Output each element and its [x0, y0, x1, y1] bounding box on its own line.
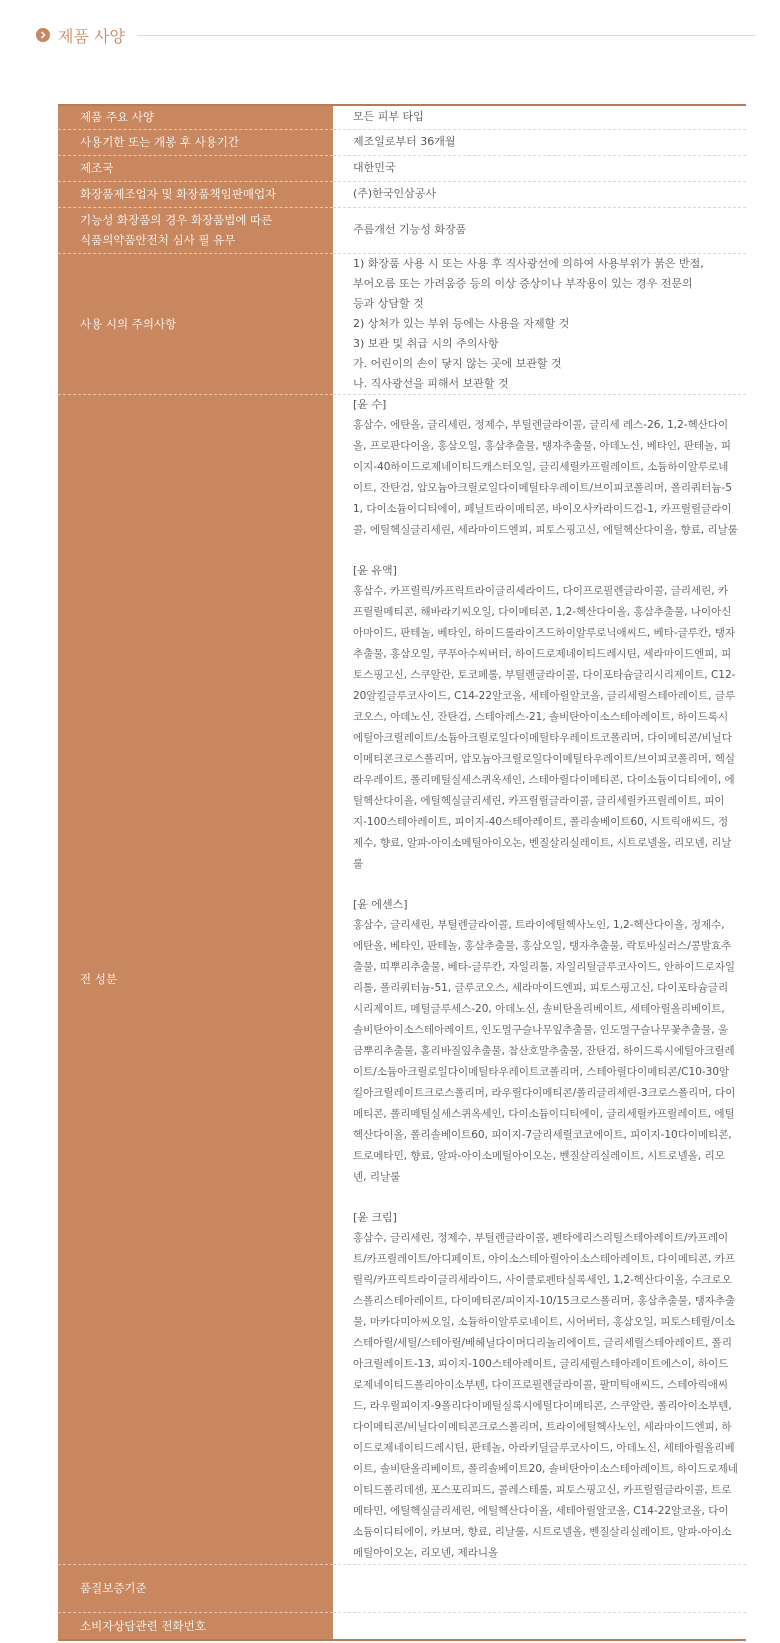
ingredient-text: 홍삼수, 에탄올, 글리세린, 정제수, 부틸렌글라이콜, 글리세 레스-26, 1,2-헥산다이올, 프로판다이올, 홍삼오일, 홍삼추출물, 탱자추출물, 아데노신, 베타인, 판테놀, 피이지-40하이드로제네이티드캐스터오일, 글리세릴카프릴레이트, 소듐하이알루로네이트, 잔탄검, 암모늄아크릴로일다이메틸타우레이트/브이피코폴리머, 폴리쿼터늄-51, 다이소듐이디티에이, 페닐트라이메티콘, 바이오사카라이드검-1, 카프릴릴글라이콜, 에틸헥실글리세린, 세라마이드엔피, 피토스핑고신, 에틸헥산다이올, 향료, 리날룰 [353, 418, 738, 536]
row-value-functional: 주름개선 기능성 화장품 [333, 207, 746, 253]
table-row [58, 181, 746, 207]
ingredient-name: [윤 수] [353, 397, 387, 411]
row-value-type: 모든 피부 타입 [333, 105, 746, 129]
row-label-quality: 품질보증기준 [58, 1564, 333, 1612]
ingredient-name: [윤 유액] [353, 563, 397, 577]
row-label-consumer-phone: 소비자상담관련 전화번호 [58, 1612, 333, 1640]
functional-label-line2: 식품의약품안전처 심사 필 유무 [80, 233, 236, 247]
row-value-quality [333, 1564, 746, 1612]
row-value-consumer-phone [333, 1612, 746, 1640]
table-row [58, 253, 746, 394]
table-row [58, 105, 746, 129]
ingredient-text: 홍삼수, 글리세린, 정제수, 부틸렌글라이콜, 펜타에리스리틸스테아레이트/카프레이트/카프릴레이트/아디페이트, 아이소스테아릴아이소스테아레이트, 다이메티콘, 카프릴릭/카프릭트라이글리세라이드, 사이클로펜타실록세인, 1,2-헥산다이올, 수크로오스폴리스테아레이트, 다이메티콘/피이지-10/15크로스폴리머, 홍삼추출물, 탱자추출물, 마카다미아씨오일, 소듐하이알루로네이트, 시어버터, 홍삼오일, 피토스테릴/이소스테아릴/세틸/스테아릴/베헤닐다이머디리놀리에이트, 글리세릴스테아레이트, 폴리아크릴레이트-13, 피이지-100스테아레이트, 글리세릴스테아레이트에스이, 하이드로제네이티드폴리아이소부텐, 다이프로필렌글라이콜, 팔미틱애씨드, 스테아릭애씨드, 라우릴피이지-9폴리다이메틸실록시에틸다이메티콘, 스쿠알란, 폴리아이소부텐, 다이메티콘/비닐다이메티콘크로스폴리머, 트라이에틸헥사노인, 세라마이드엔피, 하이드로제네이티드레시틴, 판테놀, 아라키딜글루코사이드, 아데노신, 세테아릴올리베이트, 솔비탄올리베이트, 폴리솔베이트20, 솔비탄아이소스테아레이트, 하이드로제네이티드폴리데센, 포스포리피드, 콜레스테롤, 피토스핑고신, 카프릴릴글라이콜, 트로메타민, 에틸헥실글리세린, 에틸헥산다이올, 세테아릴알코올, C14-22알코올, 다이소듐이디티에이, 카보머, 향료, 리날룰, 시트로넬올, 벤질살리실레이트, 알파-아이소메틸아이오논, 리모넨, 제라니올 [353, 1231, 738, 1559]
table-row [58, 129, 746, 155]
row-label-maker: 화장품제조업자 및 화장품책임판매업자 [58, 181, 333, 207]
section-header [36, 20, 756, 50]
row-label-caution: 사용 시의 주의사항 [58, 253, 333, 394]
ingredient-block-essence [353, 895, 738, 1188]
header-divider [137, 35, 756, 36]
caution-item: 3) 보관 및 취급 시의 주의사항 [353, 336, 499, 350]
row-label-functional [58, 207, 333, 253]
row-label-type: 제품 주요 사양 [58, 105, 333, 129]
table-row [58, 155, 746, 181]
caution-list [353, 254, 738, 394]
row-value-ingredients [333, 394, 746, 1564]
caution-item: 가. 어린이의 손이 닿지 않는 곳에 보관할 것 [353, 356, 562, 370]
caution-item: 2) 상처가 있는 부위 등에는 사용을 자제할 것 [353, 316, 570, 330]
ingredient-name: [윤 에센스] [353, 897, 408, 911]
table-row [58, 394, 746, 1564]
section-title: 제품 사양 [58, 26, 125, 46]
ingredient-block-cream [353, 1208, 738, 1564]
row-label-ingredients: 전 성분 [58, 394, 333, 1564]
table-row [58, 1564, 746, 1612]
ingredient-text: 홍삼수, 카프릴릭/카프릭트라이글리세라이드, 다이프로필렌글라이콜, 글리세린, 카프릴릴메티콘, 해바라기씨오일, 다이메티콘, 1,2-헥산다이올, 홍삼추출물, 나이아신아마이드, 판테놀, 베타인, 하이드롤라이즈드하이알루로닉애씨드, 베타-글루칸, 탱자추출물, 홍삼오일, 쿠푸아수씨버터, 하이드로제네이티드레시틴, 세라마이드엔피, 피토스핑고신, 스쿠알란, 토코페롤, 부틸렌글라이콜, 다이포타슘글리시리제이트, C12-20알킬글루코사이드, C14-22알코올, 세테아릴알코올, 글리세릴스테아레이트, 글루코오스, 아데노신, 잔탄검, 스테아레스-21, 솔비탄아이소스테아레이트, 하이드록시에틸아크릴레이트/소듐아크릴로일다이메틸타우레이트코폴리머, 다이메티콘/비닐다이메티콘크로스폴리머, 암모늄아크릴로일다이메틸타우레이트/브이피코폴리머, 헥실라우레이트, 폴리메틸실세스퀴옥세인, 스테아릴다이메티콘, 다이소듐이디티에이, 에틸헥산다이올, 에틸헥실글리세린, 카프릴릴글라이콜, 글리세릴카프릴레이트, 피이지-100스테아레이트, 피이지-40스테아레이트, 폴리솔베이트60, 시트릭애씨드, 정제수, 향료, 알파-아이소메틸아이오논, 벤질살리실레이트, 시트로넬올, 리모넨, 리날룰 [353, 584, 736, 870]
chevron-right-circle-icon [36, 28, 50, 42]
caution-item: 1) 화장품 사용 시 또는 사용 후 직사광선에 의하여 사용부위가 붉은 반점, 부어오름 또는 가려움증 등의 이상 증상이나 부작용이 있는 경우 전문의 등과 상담할 것 [353, 256, 704, 310]
row-label-shelf-life: 사용기한 또는 개봉 후 사용기간 [58, 129, 333, 155]
functional-label-line1: 기능성 화장품의 경우 화장품법에 따른 [80, 213, 273, 227]
row-value-maker: (주)한국인삼공사 [333, 181, 746, 207]
row-value-caution [333, 253, 746, 394]
table-row [58, 1612, 746, 1640]
row-value-origin: 대한민국 [333, 155, 746, 181]
row-value-shelf-life: 제조일로부터 36개월 [333, 129, 746, 155]
ingredient-block-toner [353, 395, 738, 541]
ingredient-block-emulsion [353, 561, 738, 875]
spec-table [58, 104, 746, 1641]
caution-item: 나. 직사광선을 피해서 보관할 것 [353, 376, 509, 390]
table-row [58, 207, 746, 253]
ingredient-name: [윤 크림] [353, 1210, 397, 1224]
ingredient-text: 홍삼수, 글리세린, 부틸렌글라이콜, 트라이에틸헥사노인, 1,2-헥산다이올, 정제수, 에탄올, 베타인, 판테놀, 홍삼추출물, 홍삼오일, 탱자추출물, 락토바실러스/콩발효추출물, 띠뿌리추출물, 베타-글루칸, 자일리톨, 자일리틸글루코사이드, 안하이드로자일리톨, 폴리쿼터늄-51, 글루코오스, 세라마이드엔피, 피토스핑고신, 다이포타슘글리시리제이트, 메틸글루세스-20, 아데노신, 솔비탄올리베이트, 세테아릴올리베이트, 솔비탄아이소스테아레이트, 인도멀구슬나무잎추출물, 인도멀구슬나무꽃추출물, 울금뿌리추출물, 홀리바질잎추출물, 참산호말추출물, 잔탄검, 하이드록시에틸아크릴레이트/소듐아크릴로일다이메틸타우레이트코폴리머, 스테아릴다이메티콘/C10-30알킬아크릴레이트크로스폴리머, 라우릴다이메티콘/폴리글리세린-3크로스폴리머, 다이메티콘, 폴리메틸실세스퀴옥세인, 다이소듐이디티에이, 글리세릴카프릴레이트, 에틸헥산다이올, 폴리솔베이트60, 피이지-7글리세릴코코에이트, 피이지-10다이메티콘, 트로메타민, 향료, 알파-아이소메틸아이오논, 벤질살리실레이트, 시트로넬올, 리모넨, 리날룰 [353, 918, 736, 1183]
row-label-origin: 제조국 [58, 155, 333, 181]
